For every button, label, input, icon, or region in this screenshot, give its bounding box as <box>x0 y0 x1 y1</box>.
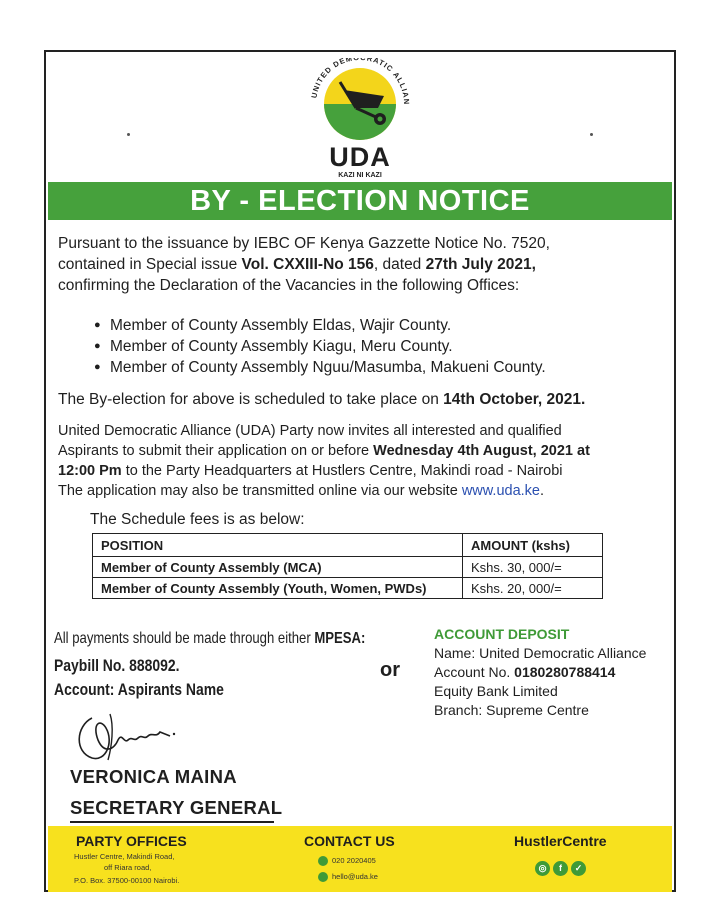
footer-address-line: Hustler Centre, Makindi Road, <box>74 852 175 861</box>
fees-table <box>92 533 603 599</box>
vacancy-list <box>94 315 546 378</box>
footer-contact-title: CONTACT US <box>304 833 395 849</box>
footer-address-line: off Riara road, <box>104 863 152 872</box>
logo-tagline: KAZI NI KAZI <box>338 172 382 179</box>
account-heading: ACCOUNT DEPOSIT <box>434 626 570 642</box>
facebook-icon[interactable]: f <box>553 861 568 876</box>
invite-line: 12:00 Pm to the Party Headquarters at Hustlers Centre, Makindi road - Nairobi <box>58 463 563 479</box>
footer-address-line: P.O. Box. 37500-00100 Nairobi. <box>74 876 180 885</box>
email-icon <box>318 872 328 882</box>
decor-dot <box>127 133 130 136</box>
table-cell: Member of County Assembly (Youth, Women, PWDs) <box>93 578 463 599</box>
intro-paragraph <box>58 233 678 296</box>
invite-line: The application may also be transmitted online via our website www.uda.ke. <box>58 483 545 499</box>
invite-line: United Democratic Alliance (UDA) Party now invites all interested and qualified <box>58 423 562 439</box>
account-bank: Equity Bank Limited <box>434 683 558 699</box>
notice-title: BY - ELECTION NOTICE <box>48 182 672 220</box>
twitter-icon[interactable]: ✓ <box>571 861 586 876</box>
fees-intro: The Schedule fees is as below: <box>90 511 305 528</box>
payment-line: All payments should be made through either MPESA: <box>54 630 366 647</box>
website-link[interactable]: www.uda.ke <box>461 483 540 499</box>
table-cell: Kshs. 30, 000/= <box>463 557 603 578</box>
signature-underline <box>70 821 274 823</box>
signatory-name: VERONICA MAINA <box>70 766 237 787</box>
table-header: AMOUNT (kshs) <box>463 534 603 557</box>
account-branch: Branch: Supreme Centre <box>434 702 589 718</box>
instagram-icon[interactable]: ◎ <box>535 861 550 876</box>
payment-account: Account: Aspirants Name <box>54 680 224 699</box>
paybill-number: Paybill No. 888092. <box>54 656 180 675</box>
list-item: ● Member of County Assembly Eldas, Wajir County. <box>94 315 546 336</box>
phone-icon <box>318 856 328 866</box>
intro-line: confirming the Declaration of the Vacancies in the following Offices: <box>58 277 520 294</box>
table-header: POSITION <box>93 534 463 557</box>
invite-line: Aspirants to submit their application on or before Wednesday 4th August, 2021 at <box>58 443 590 459</box>
table-row <box>93 557 603 578</box>
decor-dot <box>590 133 593 136</box>
table-header-row <box>93 534 603 557</box>
or-separator: or <box>380 659 400 681</box>
list-item: ● Member of County Assembly Nguu/Masumba, Makueni County. <box>94 357 546 378</box>
footer-phone: 020 2020405 <box>318 856 376 866</box>
intro-line: contained in Special issue Vol. CXXIII-No 156, dated 27th July 2021, <box>58 256 536 273</box>
logo-ring-text: UNITED DEM RATIC ALLIAN <box>309 58 412 106</box>
signature-image <box>70 706 190 766</box>
uda-logo <box>300 58 420 183</box>
footer-offices-title: PARTY OFFICES <box>76 833 187 849</box>
account-name: Name: United Democratic Alliance <box>434 645 647 661</box>
logo-wordmark: UDA <box>329 142 391 172</box>
signatory-title: SECRETARY GENERAL <box>70 797 283 818</box>
invite-paragraph <box>58 421 678 501</box>
account-number: Account No. 0180280788414 <box>434 664 616 680</box>
footer-email[interactable]: hello@uda.ke <box>318 872 378 882</box>
schedule-line: The By-election for above is scheduled to take place on 14th October, 2021. <box>58 391 586 408</box>
list-item: ● Member of County Assembly Kiagu, Meru County. <box>94 336 546 357</box>
uda-emblem <box>300 58 420 142</box>
table-cell: Kshs. 20, 000/= <box>463 578 603 599</box>
footer-centre-title: HustlerCentre <box>514 833 607 849</box>
intro-line: Pursuant to the issuance by IEBC OF Kenya Gazzette Notice No. 7520, <box>58 235 550 252</box>
table-cell: Member of County Assembly (MCA) <box>93 557 463 578</box>
table-row <box>93 578 603 599</box>
